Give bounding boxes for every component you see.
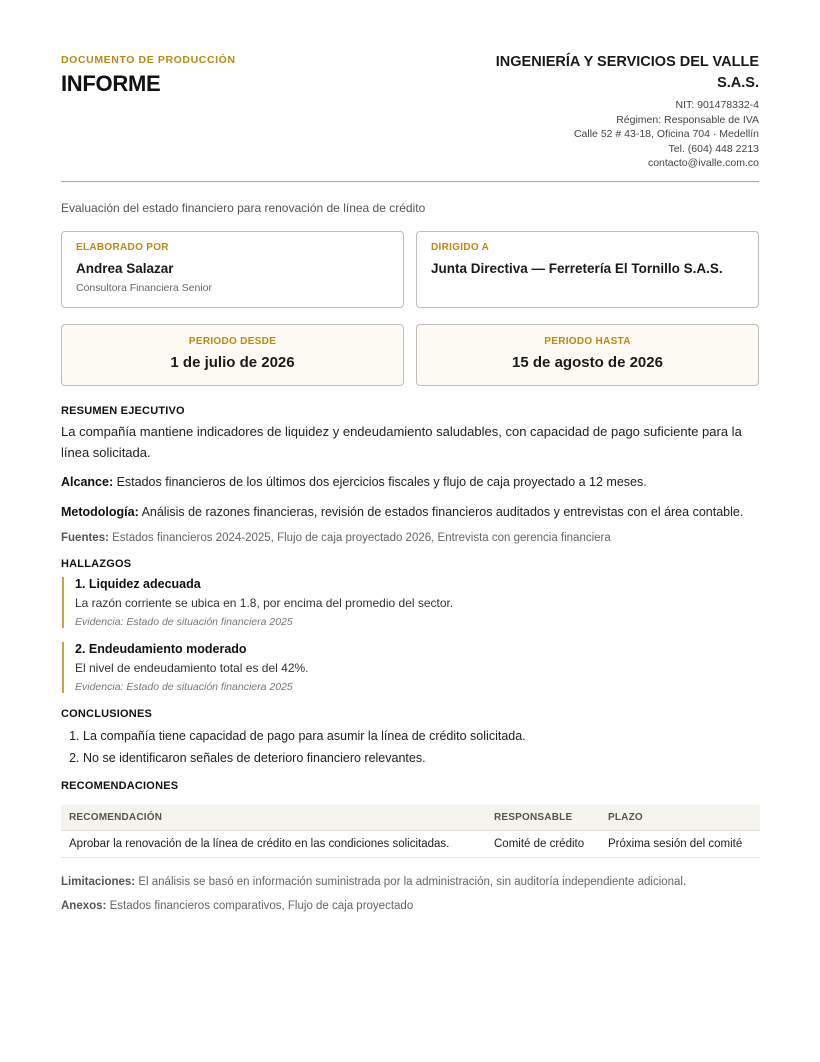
document-title: INFORME [61, 71, 161, 96]
period-from-value: 1 de julio de 2026 [170, 353, 295, 371]
prepared-by-role: Consultora Financiera Senior [76, 281, 212, 294]
prepared-by-label: ELABORADO POR [76, 241, 169, 253]
sources-label: Fuentes: [61, 531, 109, 544]
summary-section [61, 405, 759, 544]
limitations-paragraph [61, 876, 759, 888]
table-header-row [61, 805, 760, 831]
recommendation-cell: Aprobar la renovación de la línea de crédito en las condiciones solicitadas. [61, 830, 486, 857]
deadline-cell: Próxima sesión del comité [600, 830, 760, 857]
report-subtitle: Evaluación del estado financiero para renovación de línea de crédito [61, 200, 426, 215]
company-phone: Tel. (604) 448 2213 [668, 142, 759, 155]
period-from-card [61, 324, 404, 386]
company-regimen: Régimen: Responsable de IVA [616, 113, 759, 126]
period-to-label: PERIODO HASTA [544, 335, 631, 347]
conclusions-list [61, 725, 759, 769]
finding-item [62, 642, 759, 693]
finding-text: La razón corriente se ubica en 1.8, por encima del promedio del sector. [75, 595, 454, 610]
period-row [61, 324, 759, 386]
conclusions-section [61, 708, 759, 769]
document-heading [61, 52, 236, 97]
recommendations-table [61, 805, 760, 858]
addressed-to-label: DIRIGIDO A [431, 241, 490, 253]
addressed-to-name: Junta Directiva — Ferretería El Tornillo S.A.S. [431, 260, 723, 276]
scope-paragraph [61, 473, 759, 491]
findings-title: HALLAZGOS [61, 557, 132, 570]
finding-item [62, 577, 759, 628]
report-header [61, 52, 759, 171]
limitations-label: Limitaciones: [61, 875, 136, 888]
annexes-paragraph [61, 900, 759, 912]
prepared-by-card [61, 231, 404, 308]
method-text: Análisis de razones financieras, revisión de estados financieros auditados y entrevistas con el área contable. [141, 504, 744, 519]
company-name: INGENIERÍA Y SERVICIOS DEL VALLE S.A.S. [495, 54, 759, 91]
addressed-to-card [416, 231, 759, 308]
column-header-responsible: RESPONSABLE [486, 805, 600, 831]
period-to-card [416, 324, 759, 386]
annexes-label: Anexos: [61, 899, 107, 912]
method-label: Metodología: [61, 504, 139, 519]
finding-title: 2. Endeudamiento moderado [75, 641, 247, 656]
method-paragraph [61, 503, 759, 521]
recommendations-section [61, 780, 759, 858]
company-email: contacto@ivalle.com.co [647, 157, 759, 169]
prepared-by-name: Andrea Salazar [76, 260, 174, 276]
summary-title: RESUMEN EJECUTIVO [61, 404, 185, 417]
parties-row [61, 231, 759, 308]
finding-title: 1. Liquidez adecuada [75, 576, 201, 591]
column-header-deadline: PLAZO [600, 805, 760, 831]
findings-section [61, 558, 759, 693]
document-type: DOCUMENTO DE PRODUCCIÓN [61, 54, 236, 66]
scope-label: Alcance: [61, 474, 114, 489]
period-from-label: PERIODO DESDE [188, 335, 277, 347]
finding-evidence: Evidencia: Estado de situación financiera 2025 [75, 615, 293, 628]
scope-text: Estados financieros de los últimos dos ejercicios fiscales y flujo de caja proyectado a 12 meses. [116, 474, 647, 489]
finding-text: El nivel de endeudamiento total es del 42%. [75, 660, 309, 675]
sources-text: Estados financieros 2024-2025, Flujo de caja proyectado 2026, Entrevista con gerencia financiera [112, 531, 611, 544]
company-address: Calle 52 # 43-18, Oficina 704 · Medellín [573, 128, 759, 140]
table-row [61, 830, 760, 857]
conclusion-item: 2. No se identificaron señales de deterioro financiero relevantes. [83, 747, 759, 769]
annexes-text: Estados financieros comparativos, Flujo de caja proyectado [109, 899, 414, 912]
column-header-recommendation: RECOMENDACIÓN [61, 805, 486, 831]
limitations-text: El análisis se basó en información suministrada por la administración, sin auditoría independiente adicional. [138, 875, 687, 888]
conclusions-title: CONCLUSIONES [61, 707, 153, 720]
company-nit: NIT: 901478332-4 [675, 99, 759, 111]
summary-text: La compañía mantiene indicadores de liquidez y endeudamiento saludables, con capacidad de pago suficiente para la línea solicitada. [61, 423, 742, 460]
sources-paragraph [61, 532, 759, 544]
period-to-value: 15 de agosto de 2026 [512, 353, 663, 371]
company-block [459, 52, 759, 171]
responsible-cell: Comité de crédito [486, 830, 600, 857]
finding-evidence: Evidencia: Estado de situación financiera 2025 [75, 680, 293, 693]
header-divider [61, 181, 759, 182]
recommendations-title: RECOMENDACIONES [61, 779, 179, 792]
company-info [459, 98, 759, 171]
conclusion-item: 1. La compañía tiene capacidad de pago para asumir la línea de crédito solicitada. [83, 725, 759, 747]
